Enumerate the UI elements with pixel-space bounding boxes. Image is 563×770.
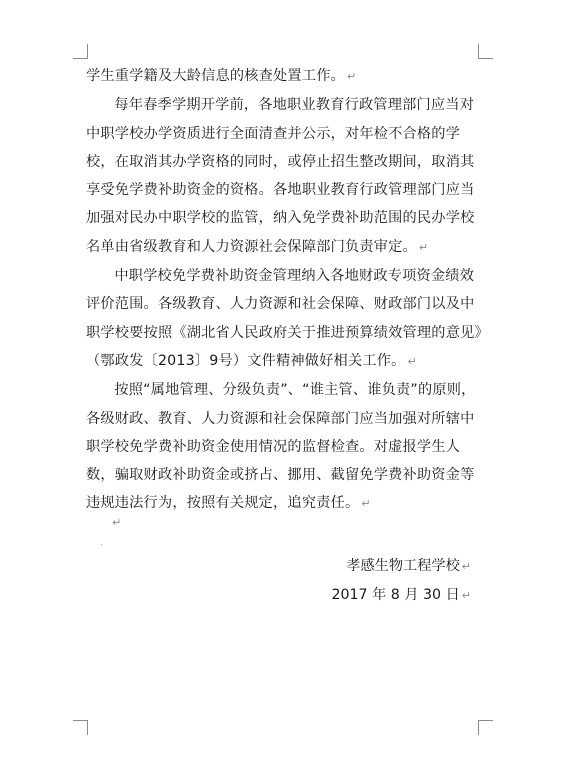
document-body[interactable]: [86, 62, 486, 519]
signature-block: [331, 552, 471, 611]
paragraph-mark-icon: ↵: [461, 589, 471, 603]
paragraph-4-text: 按照“属地管理、分级负责”、“谁主管、谁负责”的原则，各级财政、教育、人力资源和社会保障部门应当加强对所辖中职学校免学费补助资金使用情况的监督检查。对虚报学生人数，骗取财政补助资金或挤占、挪用、截留免学费补助资金等违规违法行为，按照有关规定，追究责任。: [86, 382, 476, 512]
paragraph-4: [86, 376, 486, 518]
signature-date: 2017 年 8 月 30 日 ↵: [331, 587, 471, 604]
paragraph-mark-icon: ↵: [346, 70, 357, 83]
paragraph-mark-icon: ↵: [461, 560, 471, 573]
margin-corner-bottom-right: [478, 720, 493, 735]
margin-corner-bottom-left: [73, 720, 88, 735]
empty-paragraph-mark-icon: ↵: [112, 516, 122, 529]
margin-corner-top-right: [478, 44, 493, 59]
signature-organization: 孝感生物工程学校 ↵: [346, 558, 471, 574]
paragraph-1-text: 学生重学籍及大龄信息的核查处置工作。: [86, 68, 345, 84]
paragraph-1: [86, 62, 486, 91]
paragraph-2-text: 每年春季学期开学前，各地职业教育行政管理部门应当对中职学校办学资质进行全面清查并公示，对年检不合格的学校，在取消其办学资格的同时，或停止招生整改期间，取消其享受免学费补助资金的资格。各地职业教育行政管理部门应当加强对民办中职学校的监管，纳入免学费补助范围的民办学校名单由省级教育和人力资源社会保障部门负责审定。: [86, 97, 475, 255]
paragraph-mark-icon: ↵: [361, 497, 371, 511]
paragraph-3-text: 中职学校免学费补助资金管理纳入各地财政专项资金绩效评价范围。各级教育、人力资源和社会保障、财政部门以及中职学校要按照《湖北省人民政府关于推进预算绩效管理的意见》（鄂政发〔2013〕9号）文件精神做好相关工作。: [86, 268, 482, 369]
paragraph-mark-icon: ↵: [407, 354, 417, 368]
small-mark-icon: .: [100, 538, 103, 547]
margin-corner-top-left: [73, 44, 88, 59]
paragraph-3: [86, 262, 486, 376]
paragraph-2: [86, 91, 486, 262]
paragraph-mark-icon: ↵: [418, 240, 429, 254]
